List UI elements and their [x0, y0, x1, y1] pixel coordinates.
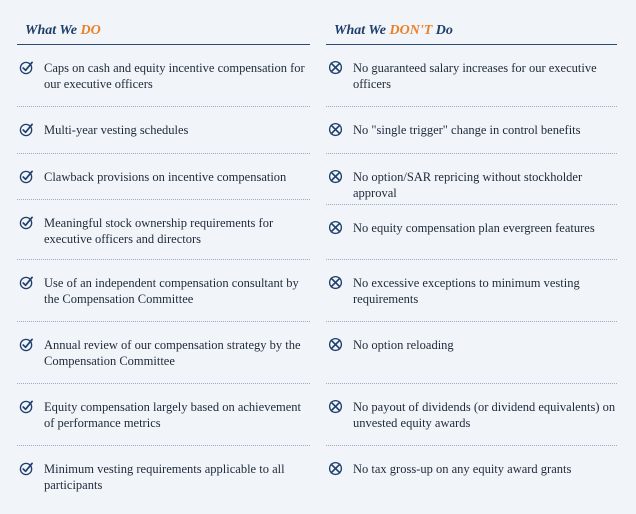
list-item [326, 107, 617, 154]
x-circle-icon [328, 461, 343, 476]
list-item-text: No option/SAR repricing without stockholder approval [353, 170, 583, 200]
what-we-do-list [17, 45, 310, 508]
list-item [326, 322, 617, 384]
x-circle-icon [328, 122, 343, 137]
list-item [326, 205, 617, 260]
x-circle-icon [328, 275, 343, 290]
check-circle-icon [19, 60, 34, 75]
what-we-do-heading-accent: DO [80, 23, 101, 38]
x-circle-icon [328, 399, 343, 414]
list-item [17, 200, 310, 260]
x-circle-icon [328, 337, 343, 352]
what-we-dont-do-column [326, 0, 617, 508]
list-item-text: Annual review of our compensation strategy by the Compensation Committee [44, 338, 301, 368]
what-we-dont-do-list [326, 45, 617, 508]
list-item [17, 446, 310, 508]
what-we-dont-do-heading-suffix: Do [432, 23, 453, 38]
x-circle-icon [328, 220, 343, 235]
list-item [17, 384, 310, 446]
x-circle-icon [328, 169, 343, 184]
list-item [17, 45, 310, 107]
check-circle-icon [19, 275, 34, 290]
list-item [17, 260, 310, 322]
what-we-do-column [17, 0, 310, 508]
list-item-text: Equity compensation largely based on achievement of performance metrics [44, 400, 301, 430]
list-item-text: No excessive exceptions to minimum vesting requirements [353, 276, 580, 306]
what-we-do-heading-prefix: What We [25, 23, 81, 38]
list-item [326, 446, 617, 508]
x-circle-icon [328, 60, 343, 75]
list-item [326, 260, 617, 322]
what-we-dont-do-heading [326, 0, 617, 45]
list-item [17, 154, 310, 200]
check-circle-icon [19, 122, 34, 137]
list-item-text: No tax gross-up on any equity award grants [353, 462, 572, 476]
check-circle-icon [19, 169, 34, 184]
list-item-text: No equity compensation plan evergreen features [353, 221, 595, 235]
what-we-do-heading [17, 0, 310, 45]
list-item-text: No option reloading [353, 338, 454, 352]
list-item [326, 384, 617, 446]
what-we-dont-do-heading-prefix: What We [334, 23, 390, 38]
list-item [326, 154, 617, 205]
check-circle-icon [19, 461, 34, 476]
list-item-text: Use of an independent compensation consultant by the Compensation Committee [44, 276, 299, 306]
list-item-text: No guaranteed salary increases for our executive officers [353, 61, 597, 91]
list-item-text: Meaningful stock ownership requirements for executive officers and directors [44, 216, 274, 246]
list-item [17, 107, 310, 154]
list-item-text: Multi-year vesting schedules [44, 123, 189, 137]
what-we-dont-do-heading-accent: DON'T [389, 23, 433, 38]
check-circle-icon [19, 215, 34, 230]
list-item-text: Caps on cash and equity incentive compensation for our executive officers [44, 61, 305, 91]
list-item-text: Clawback provisions on incentive compensation [44, 170, 287, 184]
list-item-text: Minimum vesting requirements applicable to all participants [44, 462, 285, 492]
list-item-text: No "single trigger" change in control benefits [353, 123, 581, 137]
list-item [326, 45, 617, 107]
list-item-text: No payout of dividends (or dividend equivalents) on unvested equity awards [353, 400, 616, 430]
check-circle-icon [19, 337, 34, 352]
check-circle-icon [19, 399, 34, 414]
list-item [17, 322, 310, 384]
